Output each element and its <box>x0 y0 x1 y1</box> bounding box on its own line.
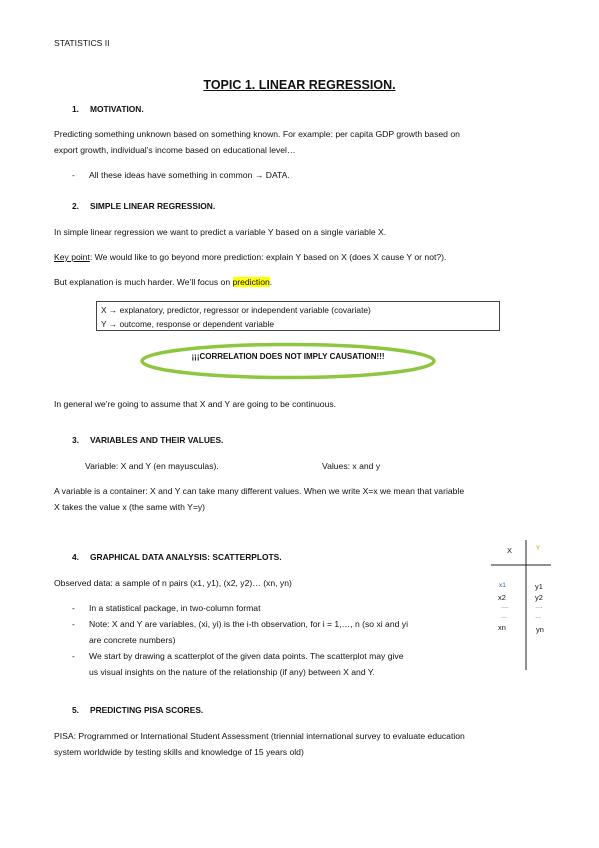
section-number: 5. <box>72 705 79 715</box>
scatter-bullet-1 <box>72 603 472 615</box>
table-cell-y1: y1 <box>535 582 543 591</box>
motivation-line-2: export growth, individual’s income based on educational level… <box>54 145 296 155</box>
slr-explanation <box>54 277 548 289</box>
variables-line-2: X takes the value x (the same with Y=y) <box>54 502 206 512</box>
table-cell-dots-y-2: … <box>535 614 541 620</box>
pisa-line-1: PISA: Programmed or International Student Assessment (triennial international survey to evaluate education <box>54 731 465 741</box>
bullet-text: All these ideas have something in common → DATA. <box>89 170 290 180</box>
table-cell-x2: x2 <box>498 593 506 602</box>
table-cell-dots-y: …. <box>535 604 543 610</box>
key-point-text: : We would like to go beyond more prediction: explain Y based on X (does X cause Y or not?). <box>89 252 447 262</box>
continuous-note: In general we’re going to assume that X and Y are going to be continuous. <box>54 399 337 409</box>
table-header-y: Y <box>536 546 541 552</box>
section-heading-scatterplots <box>72 552 282 563</box>
section-number: 2. <box>72 201 79 211</box>
section-title: PREDICTING PISA SCORES. <box>90 705 204 715</box>
table-cell-xn: xn <box>498 623 506 632</box>
section-number: 1. <box>72 104 79 114</box>
section-number: 4. <box>72 552 79 562</box>
slr-key-point <box>54 252 548 264</box>
callout-text: ¡¡¡CORRELATION DOES NOT IMPLY CAUSATION!!! <box>191 352 385 361</box>
definition-x: X → explanatory, predictor, regressor or independent variable (covariate) <box>101 305 371 315</box>
table-cell-dots-x-2: … <box>501 614 507 620</box>
bullet-text: We start by drawing a scatterplot of the given data points. The scatterplot may give <box>89 651 404 661</box>
section-title: VARIABLES AND THEIR VALUES. <box>90 435 224 445</box>
variables-line-1: A variable is a container: X and Y can take many different values. When we write X=x we mean that variable <box>54 486 465 496</box>
highlighted-word: prediction <box>232 277 270 287</box>
key-point-label: Key point <box>54 252 90 262</box>
section-number: 3. <box>72 435 79 445</box>
section-heading-pisa <box>72 705 203 716</box>
section-heading-variables <box>72 435 223 446</box>
two-column-data-table <box>491 540 551 670</box>
section-title: MOTIVATION. <box>90 104 144 114</box>
section-heading-slr <box>72 201 215 212</box>
motivation-line-1: Predicting something unknown based on something known. For example: per capita GDP growth based on <box>54 129 460 139</box>
bullet-text-cont: are concrete numbers) <box>89 635 176 645</box>
explanation-text: But explanation is much harder. We’ll focus on <box>54 277 233 287</box>
bullet-text: Note: X and Y are variables, (xi, yi) is the i-th observation, for i = 1,…, n (so xi and yi <box>89 619 408 629</box>
table-cell-yn: yn <box>536 625 544 634</box>
bullet-dash: - <box>72 170 75 180</box>
bullet-dash: - <box>72 651 75 661</box>
bullet-dash: - <box>72 619 75 629</box>
section-title: GRAPHICAL DATA ANALYSIS: SCATTERPLOTS. <box>90 552 282 562</box>
slr-intro: In simple linear regression we want to predict a variable Y based on a single variable X. <box>54 227 387 237</box>
table-header-x: X <box>507 546 512 555</box>
bullet-dash: - <box>72 603 75 613</box>
values-label: Values: x and y <box>322 461 381 471</box>
section-heading-motivation <box>72 104 144 115</box>
scatter-bullet-2 <box>72 619 482 647</box>
scatter-bullet-3 <box>72 651 482 679</box>
observed-data: Observed data: a sample of n pairs (x1, y1), (x2, y2)… (xn, yn) <box>54 578 292 588</box>
motivation-bullet <box>72 170 532 182</box>
bullet-text-cont: us visual insights on the nature of the relationship (if any) between X and Y. <box>89 667 375 677</box>
definition-box <box>96 301 500 331</box>
bullet-text: In a statistical package, in two-column format <box>89 603 261 613</box>
table-cell-dots-x: …. <box>501 604 509 610</box>
variable-label: Variable: X and Y (en mayusculas). <box>85 461 219 471</box>
section-title: SIMPLE LINEAR REGRESSION. <box>90 201 216 211</box>
explanation-end: . <box>269 277 273 287</box>
table-cell-x1: x1 <box>499 582 506 589</box>
page-title: TOPIC 1. LINEAR REGRESSION. <box>203 78 396 92</box>
table-cell-y2: y2 <box>535 593 543 602</box>
definition-y: Y → outcome, response or dependent variable <box>101 319 275 329</box>
page-header: STATISTICS II <box>54 38 110 48</box>
pisa-line-2: system worldwide by testing skills and knowledge of 15 years old) <box>54 747 304 757</box>
